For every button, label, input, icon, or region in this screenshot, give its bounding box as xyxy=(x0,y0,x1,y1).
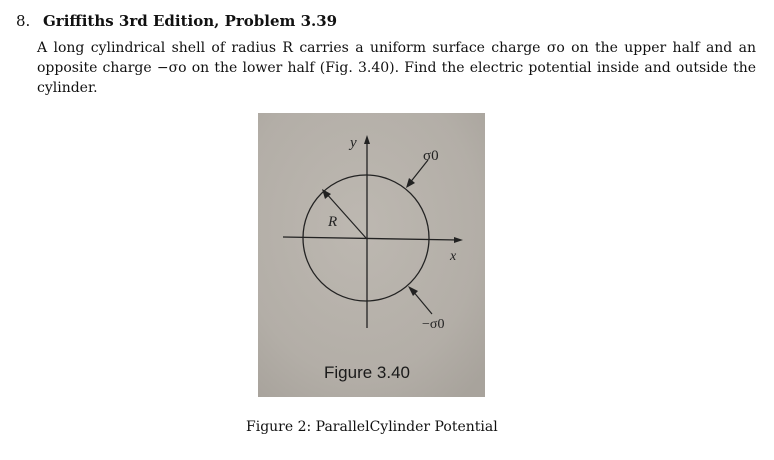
problem-header xyxy=(16,10,756,32)
y-axis-label: y xyxy=(350,135,357,151)
sigma-top-label: σ0 xyxy=(423,148,439,164)
problem-number: 8. xyxy=(16,12,31,30)
figure-photo xyxy=(258,113,485,397)
sigma-bottom-label: −σ0 xyxy=(422,317,445,332)
x-axis-label: x xyxy=(450,249,457,264)
problem-block xyxy=(16,10,756,98)
problem-title: Griffiths 3rd Edition, Problem 3.39 xyxy=(43,12,338,30)
figure-caption: Figure 2: ParallelCylinder Potential xyxy=(246,419,498,435)
problem-statement: A long cylindrical shell of radius R carries a uniform surface charge σo on the upper half and an opposite charge −σo on the lower half (Fig. 3.40). Find the electric potential inside and outside the cylinder. xyxy=(37,40,756,96)
book-figure-caption: Figure 3.40 xyxy=(324,363,410,382)
radius-label: R xyxy=(328,214,338,230)
